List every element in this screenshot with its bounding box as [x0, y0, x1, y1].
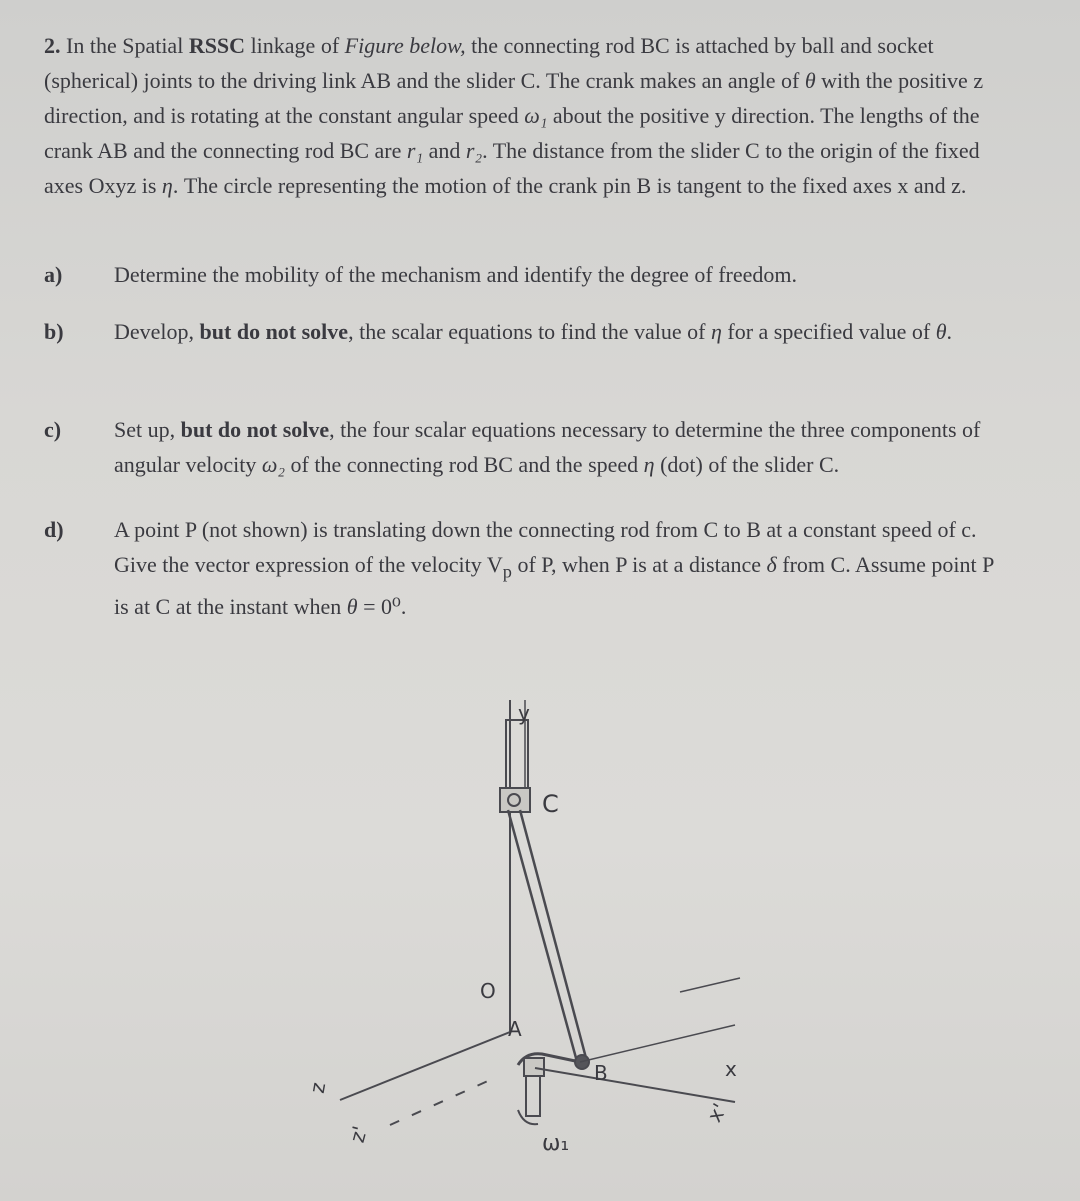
- question-label: b): [44, 319, 64, 344]
- theta-symbol: θ: [935, 319, 947, 344]
- text-run: .: [946, 319, 952, 344]
- delta-symbol: δ: [766, 552, 777, 577]
- text-run: , the four scalar equations necessary to determine the three components of angular velocity: [114, 417, 981, 477]
- intro-italic: Figure below,: [344, 33, 466, 58]
- x-axis-upper: [580, 1025, 735, 1062]
- question-label: c): [44, 417, 62, 442]
- text-run: , the scalar equations to find the value of: [348, 319, 711, 344]
- problem-statement: [44, 28, 1004, 203]
- text-run: Set up,: [114, 417, 181, 442]
- label-y: y: [518, 701, 530, 725]
- connecting-rod-edge: [520, 810, 586, 1058]
- intro-bold: RSSC: [188, 33, 246, 58]
- label-x-prime: x': [702, 1099, 732, 1127]
- text-run: for a specified value of: [721, 319, 936, 344]
- theta-symbol: θ: [804, 68, 816, 93]
- question-a: [44, 257, 1004, 292]
- text-run: from C. Assume point P is at C at the instant when: [114, 552, 994, 620]
- question-text: Determine the mobility of the mechanism and identify the degree of freedom.: [114, 262, 797, 287]
- eta-symbol: η: [710, 319, 722, 344]
- bold-run: but do not solve: [199, 319, 349, 344]
- intro-text: . The distance from the slider C to the origin of the fixed axes Oxyz is: [44, 138, 980, 198]
- intro-text: and: [423, 138, 466, 163]
- eta-symbol: η: [161, 173, 173, 198]
- slider-block: [500, 788, 530, 812]
- label-z-prime: z': [344, 1123, 373, 1146]
- text-run: (dot) of the slider C.: [654, 452, 840, 477]
- rotation-arc: [518, 1110, 538, 1124]
- question-c: [44, 412, 1004, 482]
- omega2-symbol: ω₂: [261, 452, 286, 477]
- bold-run: but do not solve: [180, 417, 330, 442]
- x-axis-line: [535, 1068, 735, 1102]
- label-x: x: [725, 1057, 737, 1081]
- text-run: Develop,: [114, 319, 200, 344]
- question-label: a): [44, 262, 63, 287]
- question-text: [114, 512, 1004, 624]
- text-run: of the connecting rod BC and the speed: [285, 452, 644, 477]
- label-c: C: [542, 790, 559, 818]
- subscript-p: p: [502, 561, 512, 582]
- problem-paragraph: [44, 28, 1004, 203]
- label-z: z: [304, 1080, 331, 1095]
- x-axis-arrow: [680, 978, 740, 992]
- question-d: [44, 512, 1004, 624]
- theta-symbol: θ: [346, 594, 358, 620]
- intro-text: the connecting rod BC is attached by ball and socket (spherical) joints to the driving link AB and the slider C. The crank makes an angle of: [44, 33, 934, 93]
- question-text: [114, 412, 1004, 482]
- intro-text: . The circle representing the motion of the crank pin B is tangent to the fixed axes x and z.: [172, 173, 967, 198]
- intro-text: with the positive z direction, and is rotating at the constant angular speed: [44, 68, 984, 128]
- intro-text: linkage of: [245, 33, 345, 58]
- question-label: d): [44, 517, 64, 542]
- label-omega1: ω₁: [542, 1131, 570, 1156]
- r2-symbol: r₂: [465, 138, 483, 163]
- z-axis-dashed: [390, 1080, 490, 1125]
- text-run: A point P (not shown) is translating down the connecting rod from C to B at a constant speed of c. Give the vector expression of the velocity V: [114, 517, 977, 577]
- omega1-symbol: ω₁: [524, 103, 548, 128]
- z-axis-line: [340, 1032, 510, 1100]
- linkage-diagram: [280, 680, 800, 1180]
- label-b: B: [594, 1061, 608, 1085]
- text-run: of P, when P is at a distance: [511, 552, 767, 577]
- intro-text: about the positive y direction. The lengths of the crank AB and the connecting rod BC are: [44, 103, 980, 163]
- crank-shaft: [526, 1076, 540, 1116]
- label-o: O: [480, 979, 496, 1003]
- eta-symbol: η: [643, 452, 655, 477]
- question-text: [114, 314, 1004, 349]
- crank-hub: [524, 1058, 544, 1076]
- linkage-figure: [280, 680, 800, 1180]
- text-run: = 0⁰.: [357, 594, 407, 620]
- label-a: A: [508, 1017, 522, 1041]
- question-b: [44, 314, 1004, 349]
- intro-text: In the Spatial: [60, 33, 189, 58]
- problem-number: 2.: [44, 33, 61, 58]
- r1-symbol: r₁: [406, 138, 424, 163]
